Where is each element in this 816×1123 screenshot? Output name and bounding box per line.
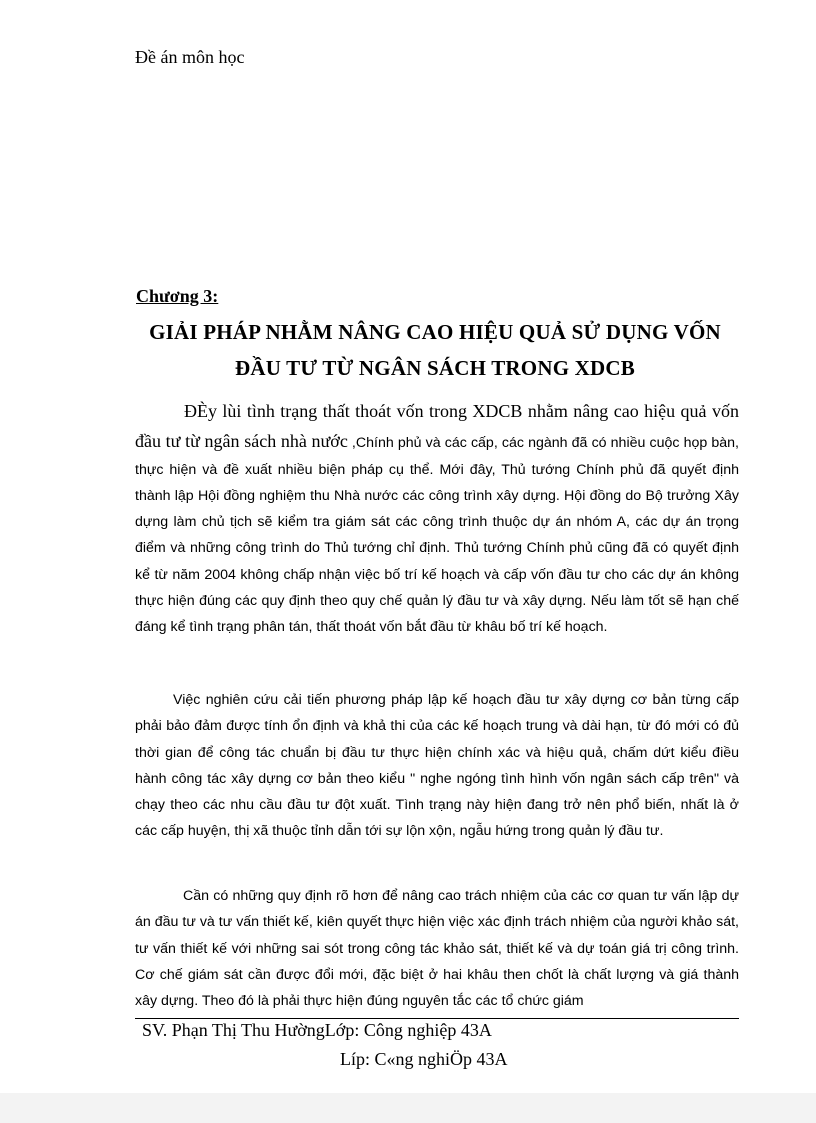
footer-divider [135,1018,739,1019]
chapter-title-line-1: GIẢI PHÁP NHẰM NÂNG CAO HIỆU QUẢ SỬ DỤNG VỐN [149,320,721,344]
paragraph-3: Cần có những quy định rõ hơn để nâng cao trách nhiệm của các cơ quan tư vấn lập dự án đầu tư và tư vấn thiết kế, kiên quyết thực hiện việc xác định trách nhiệm của người khảo sát, tư vấn thiết kế với những sai sót trong công tác khảo sát, thiết kế và dự toán giá trị công trình. Cơ chế giám sát cần được đổi mới, đặc biệt ở hai khâu then chốt là chất lượng và giá thành xây dựng. Theo đó là phải thực hiện đúng nguyên tắc các tổ chức giám [135,888,739,1010]
chapter-label: Chương 3: [136,286,219,306]
footer-class-line: Líp: C«ng nghiÖp 43A [340,1049,508,1069]
paragraph-2: Việc nghiên cứu cải tiến phương pháp lập kế hoạch đầu tư xây dựng cơ bản từng cấp phải bảo đảm được tính ổn định và khả thi của các kế hoạch trung và dài hạn, từ đó mới có đủ thời gian để công tác chuẩn bị đầu tư thực hiện chính xác và hiệu quả, chấm dứt kiểu điều hành công tác xây dựng cơ bản theo kiểu " nghe ngóng tình hình vốn ngân sách cấp trên" và chạy theo các nhu cầu đầu tư đột xuất. Tình trạng này hiện đang trở nên phổ biến, nhất là ở các cấp huyện, thị xã thuộc tỉnh dẫn tới sự lộn xộn, ngẫu hứng trong quản lý đầu tư. [135,692,739,840]
paragraph-1-lead: ĐÈy lùi tình trạng thất thoát vốn trong XDCB nhằm nâng cao hiệu quả vốn đầu tư từ ngân sách nhà nước [135,401,739,452]
footer-student-line: SV. Phạn Thị Thu HườngLớp: Công nghiệp 43A [142,1020,492,1040]
page-bottom-band [0,1093,816,1123]
chapter-title-line-2: ĐẦU TƯ TỪ NGÂN SÁCH TRONG XDCB [235,356,635,380]
paragraph-1-body: ,Chính phủ và các cấp, các ngành đã có nhiều cuộc họp bàn, thực hiện và đề xuất nhiều biện pháp cụ thể. Mới đây, Thủ tướng Chính phủ đã quyết định thành lập Hội đồng nghiệm thu Nhà nước các công trình xây dựng. Hội đồng do Bộ trưởng Xây dựng làm chủ tịch sẽ kiểm tra giám sát các công trình thuộc dự án nhóm A, các dự án trọng điểm và những công trình do Thủ tướng chỉ định. Thủ tướng Chính phủ cũng đã có quyết định kể từ năm 2004 không chấp nhận việc bố trí kế hoạch và cấp vốn đầu tư cho các dự án không thực hiện đúng các quy định theo quy chế quản lý đầu tư và xây dựng. Nếu làm tốt sẽ hạn chế đáng kể tình trạng phân tán, thất thoát vốn bắt đầu từ khâu bố trí kế hoạch. [135,435,739,636]
paragraph-1 [135,396,739,641]
document-header: Đề án môn học [135,47,245,67]
